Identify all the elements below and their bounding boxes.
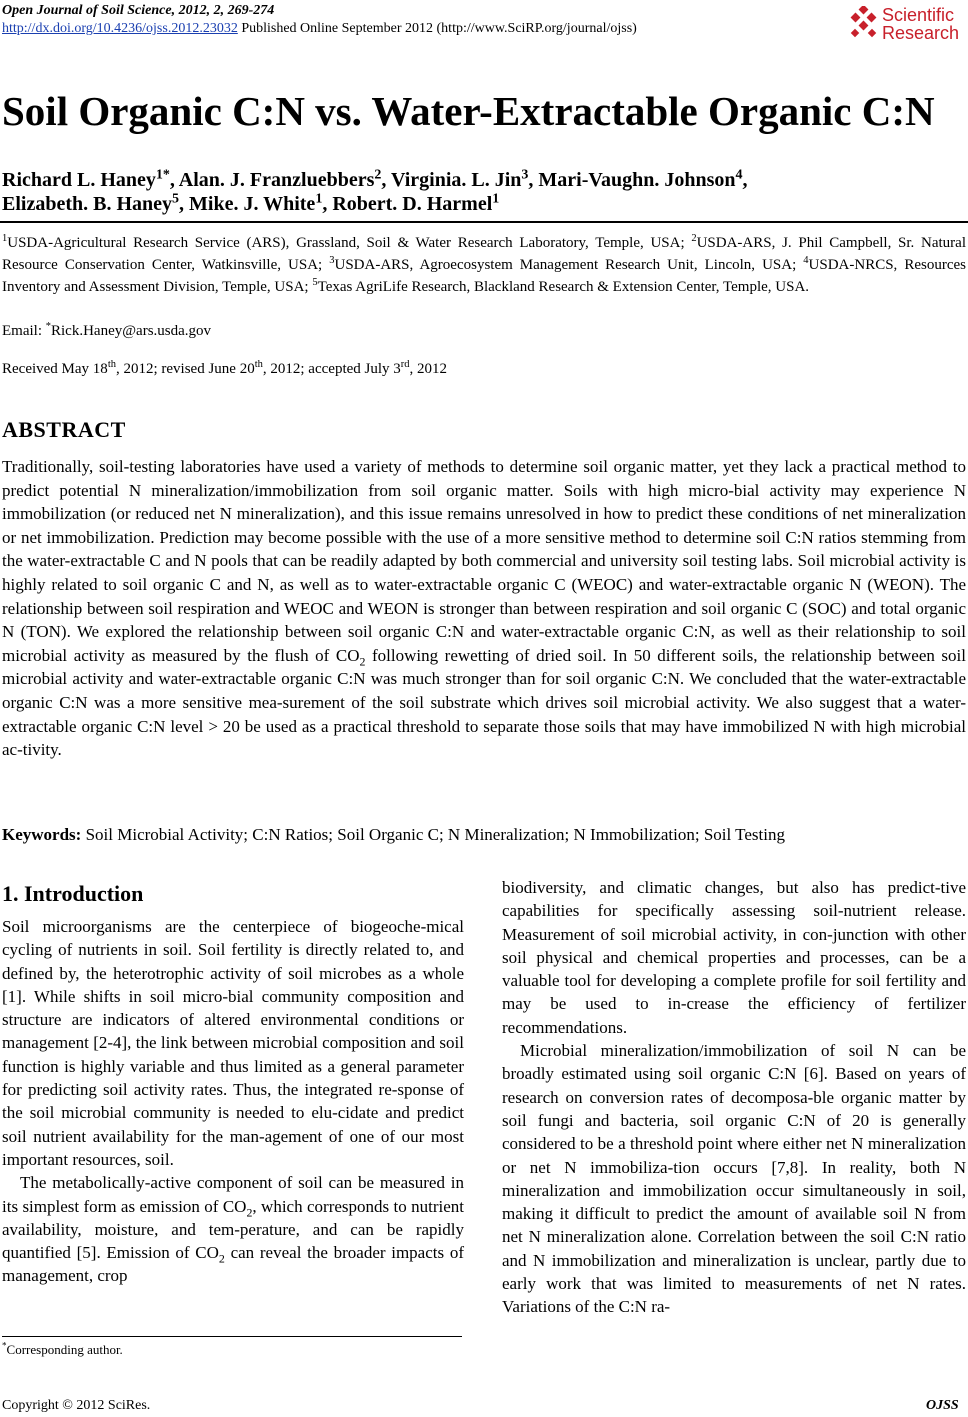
subscript: 2 [218, 1251, 225, 1266]
copyright: Copyright © 2012 SciRes. [2, 1398, 151, 1413]
paragraph-text: The metabolically-active component of soil can be measured in its simplest form as emission of CO [2, 1173, 464, 1216]
author-mark: 2 [374, 167, 382, 183]
author-separator: , [742, 169, 748, 191]
scientific-research-logo [848, 6, 966, 46]
logo-mark-icon [848, 6, 880, 40]
paragraph-text: can reveal the broader impacts of management, crop [2, 1243, 464, 1286]
paragraph [2, 1171, 464, 1287]
received-text: , 2012; accepted July 3 [262, 361, 401, 377]
author-mark: 1 [315, 191, 323, 207]
email-mark: * [45, 321, 51, 332]
footnote-text: Corresponding author. [6, 1342, 123, 1357]
abstract-heading: ABSTRACT [2, 417, 126, 442]
ordinal-suffix: th [254, 359, 263, 370]
affil-mark: 2 [691, 233, 697, 244]
author-mark: 1 [492, 191, 500, 207]
subscript: 2 [359, 654, 366, 669]
author-mark: 1* [155, 167, 170, 183]
received-text: , 2012 [409, 361, 448, 377]
email-address[interactable]: Rick.Haney@ars.usda.gov [51, 323, 212, 339]
author-name: Richard L. Haney [2, 169, 156, 191]
subscript: 2 [246, 1204, 253, 1219]
abstract-text: following rewetting of dried soil. In 50 different soils, the relationship between soil microbial activity and water-extractable organic C:N was much stronger than for soil organic C:N. We concluded that the water-extractable organic C:N was a more sensitive mea-surement of the soil substrate which drives soil microbial activity. We also suggest that a water-extractable organic C:N level > 20 be used as a practical threshold to separate those soils that may have immobilized N with high microbial ac-tivity. [2, 645, 966, 760]
author-name: , Mari-Vaughn. Johnson [528, 169, 736, 191]
received-text: Received May 18 [2, 361, 108, 377]
logo-text-line2: Research [882, 23, 960, 43]
affil-mark: 5 [312, 277, 318, 288]
left-column [2, 915, 464, 1288]
affiliations [2, 232, 966, 298]
paragraph-text: , which corresponds to nutrient availability, moisture, and tem-perature, and can be rapidly quantified [5]. Emission of CO [2, 1196, 464, 1263]
abstract-body [2, 455, 966, 762]
journal-abbreviation: OJSS [926, 1398, 959, 1413]
keywords-text: Soil Microbial Activity; C:N Ratios; Soil Organic C; N Mineralization; N Immobilization; Soil Testing [81, 825, 785, 844]
received-text: , 2012; revised June 20 [115, 361, 255, 377]
ordinal-suffix: th [107, 359, 116, 370]
affil-mark: 1 [2, 233, 8, 244]
paragraph: Microbial mineralization/immobilization of soil N can be broadly estimated using soil organic C:N [6]. Based on years of research on conversion rates of decomposa-ble organic matter by soil fungi and bacteria, soil organic C:N of 20 is generally considered to be a threshold point where either net N mineralization or net N immobiliza-tion occurs [7,8]. In reality, both N mineralization and immobilization occur simultaneously in soil, making it difficult to predict the amount of available soil N from net N mineralization alone. Correlation between the soil C:N ratio and N immobilization and mineralization is unclear, partly due to early work that was limited to measurements of net N rates. Variations of the C:N ra- [502, 1041, 966, 1317]
affil-text: USDA-NRCS, Resources Inventory and Assessment Division, Temple, USA; [2, 257, 966, 295]
affil-text: Texas AgriLife Research, Blackland Research & Extension Center, Temple, USA. [317, 279, 810, 295]
author-name: , Alan. J. Franzluebbers [169, 169, 375, 191]
affil-mark: 4 [803, 255, 809, 266]
author-mark: 4 [735, 167, 743, 183]
keywords [2, 823, 966, 847]
doi-line [2, 20, 637, 38]
section-heading: 1. Introduction [2, 881, 144, 906]
affil-mark: 3 [329, 255, 335, 266]
affil-text: USDA-ARS, Agroecosystem Management Research Unit, Lincoln, USA; [334, 257, 804, 273]
right-column [502, 876, 966, 1319]
abstract-text: Traditionally, soil-testing laboratories have used a variety of methods to determine soil organic matter, yet they lack a practical method to predict potential N mineralization/immobilization from soil organic matter. Soils with high micro-bial activity may experience N immobilization (or reduced net N mineralization), and this issue remains unresolved in how to predict these conditions of net mineralization or net immobilization. Prediction may become possible with the use of a more sensitive method to determine soil C:N ratios stemming from the water-extractable C and N pools that can be readily adapted by both commercial and university soil testing labs. Soil microbial activity is highly related to soil organic C and N, as well as to water-extractable organic C (WEOC) and water-extractable organic N (WEON). The relationship between soil respiration and WEOC and WEON is stronger than between respiration and soil organic C (SOC) and total organic N (TON). We explored the relationship between soil organic C:N and water-extractable organic C:N, as well as their relationship to soil microbial activity as measured by the flush of CO [2, 457, 966, 665]
footnote-mark: * [2, 1340, 7, 1351]
paragraph: biodiversity, and climatic changes, but also has predict-tive capabilities for specifically assessing soil-nutrient release. Measurement of soil microbial activity, in con-junction with other soil physical and chemical properties and processes, can be a valuable tool for developing a complete profile for soil fertility and may be used to in-crease the efficiency of fertilizer recommendations. [502, 878, 966, 1037]
author-name: Elizabeth. B. Haney [2, 193, 173, 215]
paper-title: Soil Organic C:N vs. Water-Extractable Organic C:N [2, 88, 935, 134]
published-info: Published Online September 2012 (http://www.SciRP.org/journal/ojss) [237, 21, 637, 36]
author-list [2, 168, 962, 216]
footnote [2, 1341, 123, 1359]
footnote-rule [2, 1336, 462, 1337]
ordinal-suffix: rd [400, 359, 410, 370]
received-dates [2, 358, 447, 380]
logo-text-line1: Scientific [882, 5, 955, 25]
author-name: , Virginia. L. Jin [381, 169, 522, 191]
journal-citation: Open Journal of Soil Science, 2012, 2, 269-274 [2, 3, 275, 18]
affil-text: USDA-ARS, J. Phil Campbell, Sr. Natural Resource Conservation Center, Watkinsville, USA; [2, 235, 966, 273]
author-name: , Robert. D. Harmel [322, 193, 493, 215]
keywords-label: Keywords: [2, 825, 82, 844]
email-line [2, 320, 211, 342]
doi-link[interactable]: http://dx.doi.org/10.4236/ojss.2012.23032 [2, 21, 238, 36]
paragraph: Soil microorganisms are the centerpiece of biogeoche-mical cycling of nutrients in soil. Soil fertility is directly related to, and defined by, the heterotrophic activity of soil microbes as a whole [1]. While shifts in soil micro-bial community composition and structure are indicators of altered environmental conditions or management [2-4], the link between microbial composition and soil function is highly variable and thus limited as a general parameter for predicting soil activity rates. Thus, the integrated re-sponse of the soil microbial community is needed to elu-cidate and predict soil nutrient availability for the man-agement of one of our most important resources, soil. [2, 917, 464, 1169]
header-rule [0, 221, 968, 223]
author-mark: 5 [172, 191, 180, 207]
email-label: Email: [2, 323, 46, 339]
author-name: , Mike. J. White [179, 193, 316, 215]
author-mark: 3 [521, 167, 529, 183]
affil-text: USDA-Agricultural Research Service (ARS), Grassland, Soil & Water Research Laboratory, Temple, USA; [7, 235, 692, 251]
